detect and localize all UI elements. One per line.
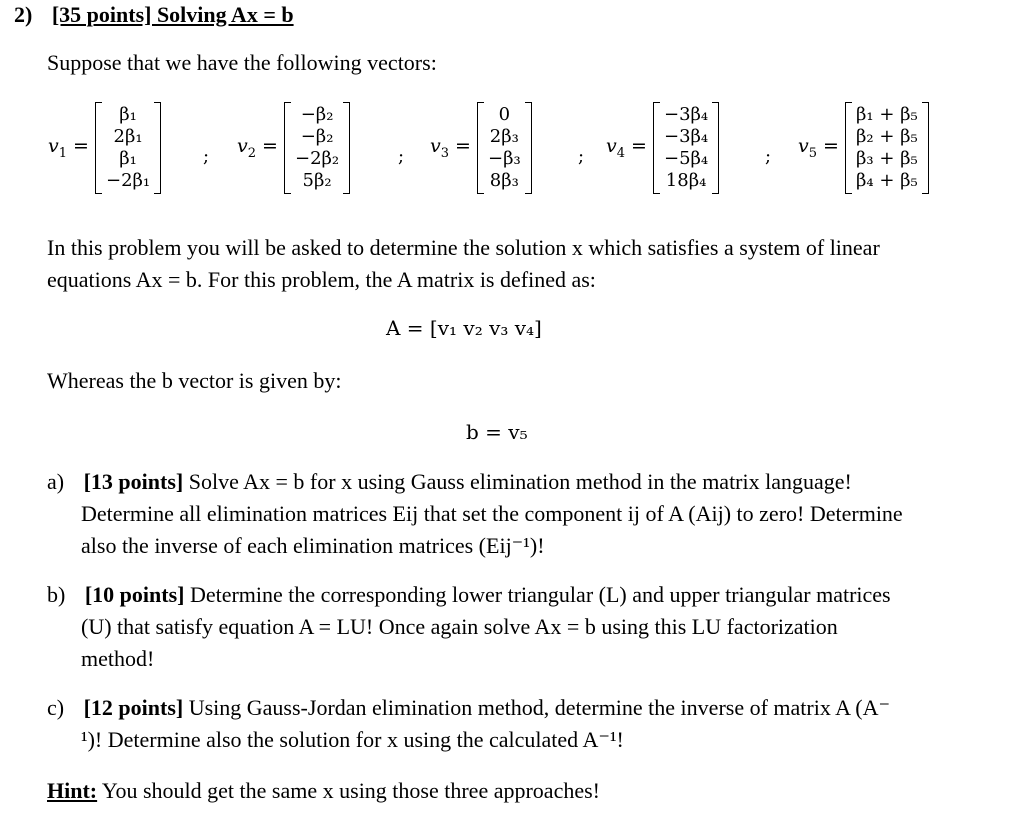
part-c-line2: ¹)! Determine also the solution for x using the calculated A⁻¹! [81,727,624,752]
vector-entry: −5β₄ [663,148,709,169]
part-text: Solve Ax = b for x using Gauss elimination method in the matrix language! [188,469,852,494]
vector-entry: −β₃ [487,148,521,169]
paragraph-line: equations Ax = b. For this problem, the A matrix is defined as: [47,267,596,292]
vector-entry: 0 [498,104,511,125]
vector-label: $v_5$ = [798,135,839,161]
vector-entry: 8β₃ [489,170,519,191]
vector-label: $v_4$ = [606,135,647,161]
vector-entry: −β₂ [300,126,334,147]
vector-entry: −3β₄ [663,126,709,147]
hint [47,776,600,806]
hint-label: Hint: [47,778,98,803]
vector-entry: −3β₄ [663,104,709,125]
part-label: b) [47,582,66,607]
vector-entry: β₄ + β₅ [855,170,918,191]
vector-v3 [430,102,532,194]
problem-heading [14,2,294,28]
b-intro-text: Whereas the b vector is given by: [47,368,342,393]
part-points: [13 points] [83,469,184,494]
part-b-line1 [47,580,891,610]
vector-entry: −2β₁ [105,170,151,191]
vector-bracket [477,102,532,194]
vector-entry: 2β₁ [113,126,143,147]
part-b-line3: method! [81,646,155,671]
vector-label: $v_1$ = [48,135,89,161]
part-text: Using Gauss-Jordan elimination method, determine the inverse of matrix A (A⁻ [188,695,891,720]
vector-v1 [48,102,161,194]
part-c-line1 [47,693,890,723]
part-points: [12 points] [83,695,184,720]
vector-entry: β₂ + β₅ [855,126,918,147]
separator: ; [398,146,405,167]
vector-v2 [237,102,350,194]
vector-v4 [606,102,719,194]
intro-text: Suppose that we have the following vectors: [47,50,437,75]
vector-label: $v_2$ = [237,135,278,161]
vector-bracket [653,102,719,194]
vector-entry: 18β₄ [665,170,707,191]
part-a-line2: Determine all elimination matrices Eij that set the component ij of A (Aij) to zero! Determine [81,501,903,526]
vector-entry: −2β₂ [294,148,340,169]
separator: ; [765,146,772,167]
vector-bracket [845,102,929,194]
part-points: [10 points] [84,582,185,607]
vector-entry: −β₂ [300,104,334,125]
vector-entry: β₃ + β₅ [855,148,918,169]
part-b-line2: (U) that satisfy equation A = LU! Once again solve Ax = b using this LU factorization [81,614,838,639]
problem-title: [35 points] Solving Ax = b [51,2,294,27]
part-a-line3: also the inverse of each elimination matrices (Eij⁻¹)! [81,533,545,558]
vector-entry: 2β₃ [489,126,519,147]
vector-entry: β₁ [119,104,137,125]
vector-entry: β₁ + β₅ [855,104,918,125]
a-matrix-equation: A = [v₁ v₂ v₃ v₄] [386,316,542,340]
b-equation: b = v₅ [466,420,528,444]
vector-v5 [798,102,929,194]
separator: ; [203,146,210,167]
vector-bracket [284,102,350,194]
hint-text: You should get the same x using those three approaches! [101,778,600,803]
part-a-line1 [47,467,852,497]
part-label: c) [47,695,65,720]
problem-number: 2) [14,2,33,27]
part-label: a) [47,469,65,494]
vector-entry: 5β₂ [302,170,332,191]
vector-entry: β₁ [119,148,137,169]
vector-label: $v_3$ = [430,135,471,161]
vector-bracket [95,102,161,194]
paragraph-line: In this problem you will be asked to determine the solution x which satisfies a system of linear [47,235,880,260]
separator: ; [578,146,585,167]
part-text: Determine the corresponding lower triangular (L) and upper triangular matrices [189,582,891,607]
